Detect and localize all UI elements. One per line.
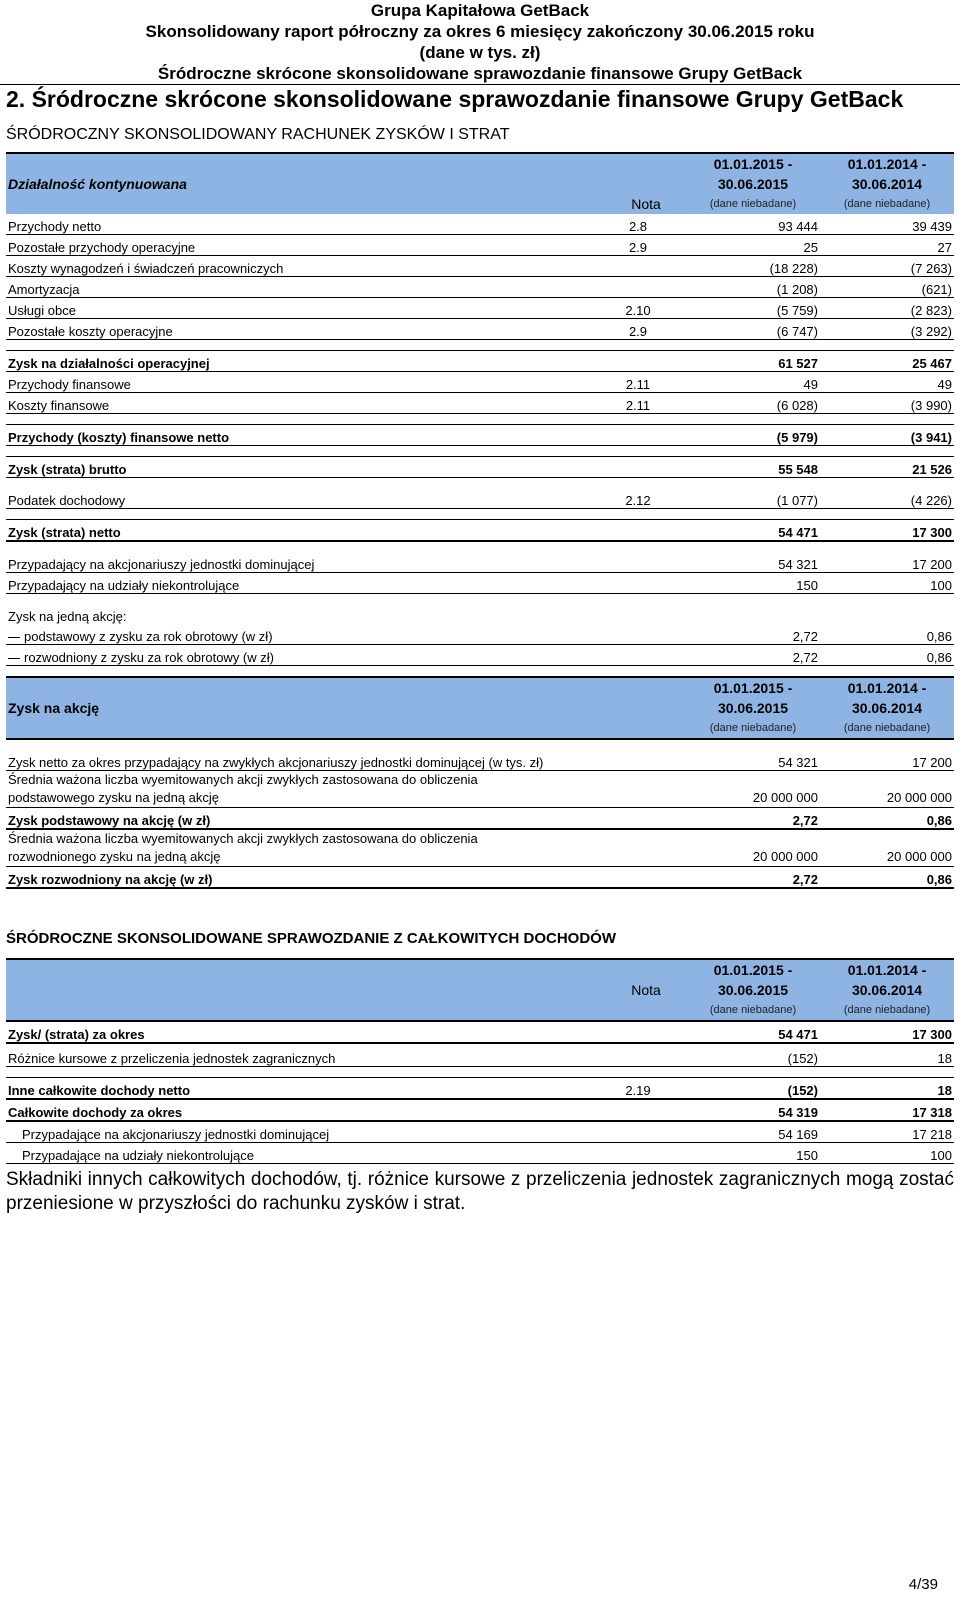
row-value-2015: (1 208): [686, 277, 820, 298]
header-nota: Nota: [606, 153, 686, 214]
row-value-2015: 150: [686, 1143, 820, 1164]
row-value-2014: 17 200: [820, 552, 954, 573]
spacer: [6, 594, 954, 605]
row-value-2015: 54 169: [686, 1121, 820, 1143]
row-value-2014: (3 990): [820, 393, 954, 414]
row-value-2015: (6 747): [686, 319, 820, 340]
row-nota: [606, 1099, 686, 1121]
header-label: Działalność kontynuowana: [6, 153, 606, 214]
table-row: [6, 298, 954, 319]
table-row: [6, 372, 954, 393]
row-value-2015: 93 444: [686, 214, 820, 235]
row-value-2014: 17 300: [820, 1021, 954, 1043]
row-label: Przychody netto: [6, 214, 606, 235]
comprehensive-header-row: [6, 959, 954, 1021]
row-value-2014: 17 218: [820, 1121, 954, 1143]
row-label: Zysk na jedną akcję:: [8, 609, 127, 624]
spacer: [6, 446, 954, 457]
page-header: [0, 0, 960, 84]
row-value-2014: 39 439: [820, 214, 954, 235]
table-row: [6, 351, 954, 372]
row-label: Różnice kursowe z przeliczenia jednostek zagranicznych: [6, 1043, 606, 1067]
row-label: [6, 645, 606, 666]
row-nota: [606, 573, 686, 594]
row-value-2014: 25 467: [820, 351, 954, 372]
table-row: [6, 457, 954, 478]
row-value-2014: 0,86: [820, 808, 954, 830]
table-row: [6, 488, 954, 509]
row-value-2014: 21 526: [820, 457, 954, 478]
row-nota: [606, 520, 686, 542]
header-period-2015: [686, 959, 820, 1021]
row-label: Przychody (koszty) finansowe netto: [6, 425, 606, 446]
eps-table: [6, 676, 954, 889]
row-label: Przypadający na akcjonariuszy jednostki dominującej: [6, 552, 606, 573]
row-value-2015: (1 077): [686, 488, 820, 509]
table-row: [6, 867, 954, 889]
spacer: [6, 541, 954, 552]
unaudited-note: (dane niebadane): [709, 198, 797, 210]
row-label: Przypadające na udziały niekontrolujące: [6, 1143, 606, 1164]
units-note: (dane w tys. zł): [419, 43, 541, 62]
row-label: Zysk rozwodniony na akcję (w zł): [6, 867, 686, 889]
row-value-2015: (18 228): [686, 256, 820, 277]
income-statement-table: [6, 152, 954, 666]
row-nota: 2.11: [606, 372, 686, 393]
eps-header-period-2015: [686, 677, 820, 739]
row-value-2014: 27: [820, 235, 954, 256]
row-value-2014: 17 300: [820, 520, 954, 542]
eps-header-row: [6, 677, 954, 739]
table-row: [6, 1043, 954, 1067]
row-value-2014: 17 318: [820, 1099, 954, 1121]
table-row: [6, 1078, 954, 1100]
row-value-2015: 25: [686, 235, 820, 256]
header-period-2015: [686, 153, 820, 214]
table-row: [6, 319, 954, 340]
period-end: 30.06.2015: [717, 700, 789, 716]
row-label: Zysk netto za okres przypadający na zwykłych akcjonariuszy jednostki dominującej (w tys. zł): [6, 750, 686, 771]
row-value-2015: 54 471: [686, 1021, 820, 1043]
row-value-2015: (6 028): [686, 393, 820, 414]
table-row: [6, 645, 954, 666]
row-nota: [606, 425, 686, 446]
table-row: [6, 1021, 954, 1043]
row-value-2015: [686, 604, 820, 624]
row-nota: 2.10: [606, 298, 686, 319]
table-row: [6, 235, 954, 256]
row-value-2014: (3 941): [820, 425, 954, 446]
table-row: [6, 1121, 954, 1143]
row-value-2014: 100: [820, 573, 954, 594]
period-start: 01.01.2014 -: [847, 156, 927, 172]
row-value-2015: 150: [686, 573, 820, 594]
row-value-2014: 49: [820, 372, 954, 393]
table-row: [6, 573, 954, 594]
section-title: 2. Śródroczne skrócone skonsolidowane sprawozdanie finansowe Grupy GetBack: [6, 86, 904, 112]
row-label: Zysk (strata) netto: [6, 520, 606, 542]
table-row: [6, 1143, 954, 1164]
spacer: [6, 1067, 954, 1078]
row-nota: [606, 1021, 686, 1043]
row-label: Usługi obce: [6, 298, 606, 319]
report-title: Skonsolidowany raport półroczny za okres 6 miesięcy zakończony 30.06.2015 roku: [145, 22, 815, 41]
row-value-2015: 2,72: [686, 867, 820, 889]
table-row: [6, 277, 954, 298]
table-row: [6, 425, 954, 446]
row-nota: 2.8: [606, 214, 686, 235]
row-label: [6, 624, 606, 645]
row-nota: 2.11: [606, 393, 686, 414]
row-label: Amortyzacja: [6, 277, 606, 298]
page-number: 4/39: [908, 1576, 938, 1593]
spacer: [6, 414, 954, 425]
row-value-2015: (152): [686, 1043, 820, 1067]
row-label: Zysk podstawowy na akcję (w zł): [6, 808, 686, 830]
table-row: [6, 520, 954, 542]
row-value-2015: 55 548: [686, 457, 820, 478]
header-period-2014: [820, 959, 954, 1021]
row-value-2014: 100: [820, 1143, 954, 1164]
period-start: 01.01.2014 -: [847, 962, 927, 978]
row-nota: [606, 604, 686, 624]
row-value-2014: (2 823): [820, 298, 954, 319]
unaudited-note: (dane niebadane): [843, 1004, 931, 1016]
unaudited-note: (dane niebadane): [709, 722, 797, 734]
row-value-2014: (7 263): [820, 256, 954, 277]
row-nota: [606, 1121, 686, 1143]
dash-bullet-icon: [8, 658, 20, 659]
row-nota: [606, 1143, 686, 1164]
row-value-2014: 20 000 000: [820, 829, 954, 867]
header-blank: [6, 959, 606, 1021]
row-label-text: rozwodniony z zysku za rok obrotowy (w zł): [24, 650, 274, 665]
row-value-2015: 2,72: [686, 808, 820, 830]
row-label-text: podstawowy z zysku za rok obrotowy (w zł): [24, 629, 273, 644]
period-start: 01.01.2015 -: [713, 680, 793, 696]
unaudited-note: (dane niebadane): [709, 1004, 797, 1016]
table-row: [6, 604, 954, 624]
period-start: 01.01.2015 -: [713, 156, 793, 172]
row-value-2014: 0,86: [820, 867, 954, 889]
table-row: [6, 829, 954, 867]
row-nota: [606, 256, 686, 277]
header-period-2014: [820, 153, 954, 214]
spacer: [6, 739, 954, 750]
row-value-2014: (621): [820, 277, 954, 298]
row-value-2015: 2,72: [686, 624, 820, 645]
table-row: [6, 256, 954, 277]
header-rule: [0, 84, 960, 85]
row-label: Przychody finansowe: [6, 372, 606, 393]
period-start: 01.01.2014 -: [847, 680, 927, 696]
row-label: Średnia ważona liczba wyemitowanych akcji zwykłych zastosowana do obliczenia podstawowego zysku na jedną akcję: [6, 771, 686, 808]
row-value-2014: 18: [820, 1078, 954, 1100]
row-label: Zysk na działalności operacyjnej: [6, 351, 606, 372]
period-end: 30.06.2014: [851, 700, 923, 716]
row-value-2015: 54 321: [686, 552, 820, 573]
row-value-2014: (4 226): [820, 488, 954, 509]
table-row: [6, 214, 954, 235]
row-label: Średnia ważona liczba wyemitowanych akcji zwykłych zastosowana do obliczenia rozwodnionego zysku na jedną akcję: [6, 829, 686, 867]
row-label: Przypadające na akcjonariuszy jednostki dominującej: [6, 1121, 606, 1143]
row-value-2015: 54 321: [686, 750, 820, 771]
row-nota: [606, 552, 686, 573]
income-header-row: [6, 153, 954, 214]
row-value-2015: 54 319: [686, 1099, 820, 1121]
row-label: Zysk (strata) brutto: [6, 457, 606, 478]
spacer: [6, 478, 954, 489]
header-nota: Nota: [606, 959, 686, 1021]
period-end: 30.06.2014: [851, 982, 923, 998]
unaudited-note: (dane niebadane): [843, 198, 931, 210]
table-row: [6, 750, 954, 771]
row-value-2014: 17 200: [820, 750, 954, 771]
period-end: 30.06.2015: [717, 176, 789, 192]
row-label: Całkowite dochody za okres: [6, 1099, 606, 1121]
row-value-2014: 18: [820, 1043, 954, 1067]
footnote-paragraph: Składniki innych całkowitych dochodów, tj. różnice kursowe z przeliczenia jednostek zagranicznych mogą zostać przeniesione w przyszłości do rachunku zysków i strat.: [6, 1169, 954, 1214]
table-row: [6, 393, 954, 414]
row-label: Pozostałe przychody operacyjne: [6, 235, 606, 256]
company-name: Grupa Kapitałowa GetBack: [370, 1, 590, 20]
table-row: [6, 552, 954, 573]
row-nota: 2.12: [606, 488, 686, 509]
row-value-2015: (5 979): [686, 425, 820, 446]
row-nota: [606, 351, 686, 372]
row-label: Koszty finansowe: [6, 393, 606, 414]
row-label: Podatek dochodowy: [6, 488, 606, 509]
eps-header-period-2014: [820, 677, 954, 739]
row-nota: [606, 457, 686, 478]
row-value-2014: (3 292): [820, 319, 954, 340]
period-start: 01.01.2015 -: [713, 962, 793, 978]
row-nota: [606, 624, 686, 645]
row-value-2015: (5 759): [686, 298, 820, 319]
period-end: 30.06.2014: [851, 176, 923, 192]
row-label: Inne całkowite dochody netto: [6, 1078, 606, 1100]
row-value-2015: (152): [686, 1078, 820, 1100]
row-value-2015: 54 471: [686, 520, 820, 542]
row-value-2015: 20 000 000: [686, 771, 820, 808]
spacer: [6, 509, 954, 520]
table-row: [6, 771, 954, 808]
row-nota: 2.19: [606, 1078, 686, 1100]
table-row: [6, 1099, 954, 1121]
unaudited-note: (dane niebadane): [843, 722, 931, 734]
row-label: Koszty wynagodzeń i świadczeń pracowniczych: [6, 256, 606, 277]
row-value-2014: 0,86: [820, 645, 954, 666]
table-row: [6, 808, 954, 830]
eps-header-label: Zysk na akcję: [6, 677, 686, 739]
row-value-2014: 0,86: [820, 624, 954, 645]
row-value-2014: 20 000 000: [820, 771, 954, 808]
row-nota: 2.9: [606, 319, 686, 340]
table-row: [6, 624, 954, 645]
comprehensive-income-title: ŚRÓDROCZNE SKONSOLIDOWANE SPRAWOZDANIE Z CAŁKOWITYCH DOCHODÓW: [6, 930, 616, 947]
row-value-2015: 2,72: [686, 645, 820, 666]
row-value-2014: [820, 604, 954, 624]
row-nota: 2.9: [606, 235, 686, 256]
comprehensive-income-table: [6, 958, 954, 1164]
row-nota: [606, 1043, 686, 1067]
spacer: [6, 340, 954, 351]
income-statement-title: ŚRÓDROCZNY SKONSOLIDOWANY RACHUNEK ZYSKÓW I STRAT: [6, 126, 510, 143]
row-value-2015: 49: [686, 372, 820, 393]
row-nota: [606, 277, 686, 298]
row-value-2015: 20 000 000: [686, 829, 820, 867]
row-label: Przypadający na udziały niekontrolujące: [6, 573, 606, 594]
row-label: Pozostałe koszty operacyjne: [6, 319, 606, 340]
row-nota: [606, 645, 686, 666]
row-label: Zysk/ (strata) za okres: [6, 1021, 606, 1043]
row-value-2015: 61 527: [686, 351, 820, 372]
statement-subtitle: Śródroczne skrócone skonsolidowane sprawozdanie finansowe Grupy GetBack: [157, 64, 803, 83]
period-end: 30.06.2015: [717, 982, 789, 998]
dash-bullet-icon: [8, 637, 20, 638]
